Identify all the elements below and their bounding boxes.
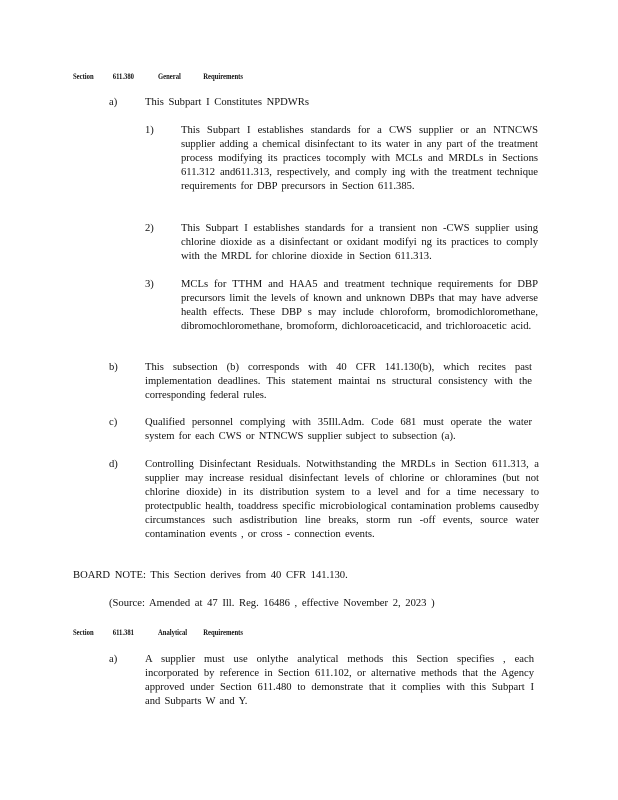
item-2-label: 2) <box>145 223 154 234</box>
section-title-word-2: Requirements <box>203 627 243 637</box>
subsection-d-label: d) <box>109 459 118 470</box>
item-1-label: 1) <box>145 125 154 136</box>
item-1-text: This Subpart I establishes standards for a CWS supplier or an NTNCWS supplier adding a chemical disinfectant to its water in any part of the treatment process modifying its practices tocomply with MCLs and MRDLs in Sections 611.312 and611.313, respectively, and comply ing with the treatment technique requirements for DBP precursors in Section 611.385. <box>181 125 538 192</box>
subsection-c-text: Qualified personnel complying with 35Ill.Adm. Code 681 must operate the water system for each CWS or NTNCWS supplier subject to subsection (a). <box>145 417 532 442</box>
section-number: 611.380 <box>112 71 134 81</box>
subsection-a2-text: A supplier must use onlythe analytical methods this Section specifies , each incorporated by reference in Section 611.102, or alternative methods that the Agency approved under Section 611.480 to demonstrate that it complies with this Subpart I and Subparts W and Y. <box>145 654 534 707</box>
item-2-text: This Subpart I establishes standards for a transient non -CWS supplier using chlorine dioxide as a disinfectant or oxidant modifyi ng its practices to comply with the MRDL for chlorine dioxide in Section 611.313. <box>181 223 538 262</box>
section-title-word-2: Requirements <box>203 71 243 81</box>
item-3-label: 3) <box>145 279 154 290</box>
section-heading-611-381 <box>73 627 243 637</box>
subsection-c-label: c) <box>109 417 118 428</box>
section-title-word-1: Analytical <box>158 627 188 637</box>
subsection-d-text: Controlling Disinfectant Residuals. Notwithstanding the MRDLs in Section 611.313, a supplier may increase residual disinfectant levels of chlorine or chloramines (but not chlorine dioxide) in its distribution system to a level and for a time necessary to protectpublic health, toaddress specific microbiological contamination problems causedby circumstances such asdistribution line breaks, storm run -off events, source water contamination events , or cross - connection events. <box>145 459 539 540</box>
section-number: 611.381 <box>112 627 134 637</box>
item-3-text: MCLs for TTHM and HAA5 and treatment technique requirements for DBP precursors limit the levels of known and unknown DBPs that may have adverse health effects. These DBP s may include chloroform, bromodichloromethane, dibromochloromethane, bromoform, dichloroaceticacid, and trichloroacetic acid. <box>181 279 538 332</box>
board-note: BOARD NOTE: This Section derives from 40 CFR 141.130. <box>73 570 348 581</box>
subsection-a2-label: a) <box>109 654 118 665</box>
section-word: Section <box>73 627 94 637</box>
subsection-a-label: a) <box>109 97 118 108</box>
section-word: Section <box>73 71 94 81</box>
source-note: (Source: Amended at 47 Ill. Reg. 16486 , effective November 2, 2023 ) <box>109 598 435 609</box>
section-title-word-1: General <box>158 71 181 81</box>
section-heading-611-380 <box>73 71 243 81</box>
subsection-b-text: This subsection (b) corresponds with 40 CFR 141.130(b), which recites past implementation deadlines. This statement maintai ns structural consistency with the corresponding federal rules. <box>145 362 532 401</box>
subsection-a-text: This Subpart I Constitutes NPDWRs <box>145 97 309 108</box>
subsection-b-label: b) <box>109 362 118 373</box>
